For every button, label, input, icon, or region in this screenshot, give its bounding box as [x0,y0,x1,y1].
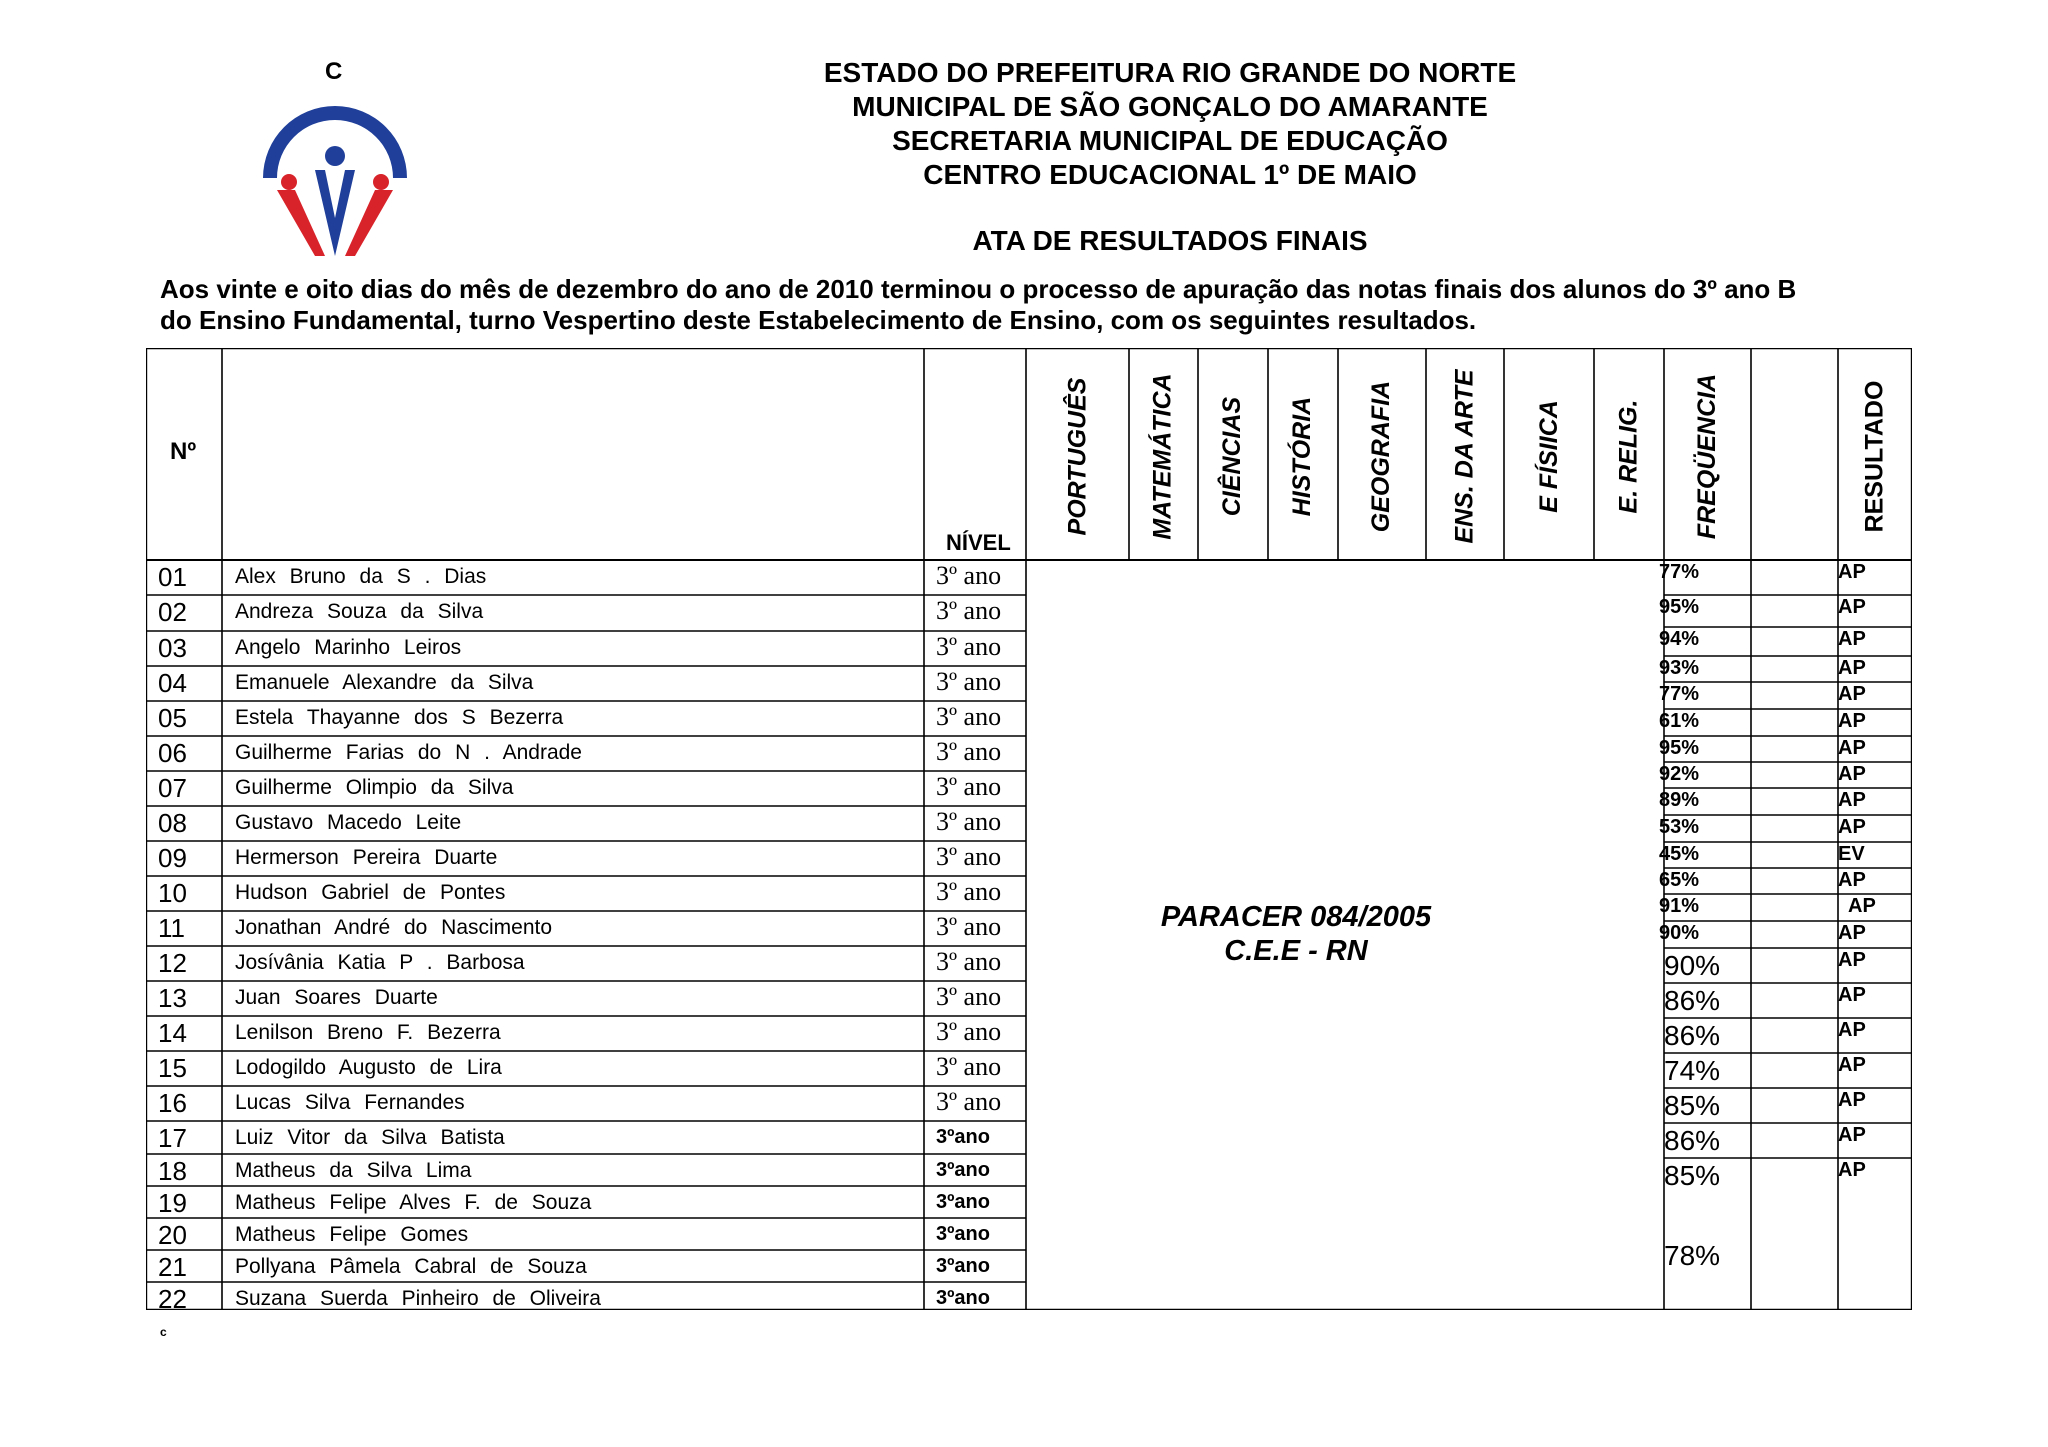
student-frequency: 91% [1659,895,1700,917]
student-result: AP [1838,1054,1866,1076]
student-nivel: 3ºano [936,1255,990,1277]
student-frequency: 95% [1659,596,1700,618]
school-logo [255,98,415,258]
student-nivel: 3º ano [936,667,1002,696]
student-result: AP [1838,763,1866,785]
student-result: AP [1838,922,1866,944]
student-frequency: 92% [1659,763,1700,785]
student-frequency: 94% [1659,628,1700,650]
column-header-no: Nº [170,438,197,465]
student-nivel: 3º ano [936,807,1002,836]
student-frequency: 86% [1664,1125,1721,1156]
header-line: CENTRO EDUCACIONAL 1º DE MAIO [923,159,1417,190]
student-number: 21 [158,1252,187,1282]
student-result: EV [1838,843,1865,865]
student-name: Lodogildo Augusto de Lira [235,1056,502,1079]
header-line: SECRETARIA MUNICIPAL DE EDUCAÇÃO [892,125,1448,156]
student-name: Pollyana Pâmela Cabral de Souza [235,1255,587,1278]
column-header-geografia: GEOGRAFIA [1367,380,1396,532]
student-nivel: 3º ano [936,1052,1002,1081]
student-number: 04 [158,668,187,698]
student-frequency: 86% [1664,985,1721,1016]
student-name: Emanuele Alexandre da Silva [235,671,534,694]
student-nivel: 3ºano [936,1223,990,1245]
student-number: 13 [158,983,187,1013]
student-frequency: 93% [1659,657,1700,679]
student-result: AP [1848,895,1876,917]
student-frequency: 86% [1664,1020,1721,1051]
student-frequency: 85% [1664,1160,1721,1191]
header-line: ESTADO DO PREFEITURA RIO GRANDE DO NORTE [823,57,1517,88]
student-result: AP [1838,1124,1866,1146]
student-result: AP [1838,816,1866,838]
student-frequency: 74% [1664,1055,1721,1086]
student-nivel: 3ºano [936,1159,990,1181]
column-header-resultado: RESULTADO [1860,380,1889,532]
student-number: 19 [158,1188,187,1218]
student-nivel: 3º ano [936,737,1002,766]
student-nivel: 3º ano [936,561,1002,590]
student-nivel: 3ºano [936,1126,990,1148]
student-name: Hudson Gabriel de Pontes [235,881,506,904]
student-result: AP [1838,1089,1866,1111]
student-nivel: 3º ano [936,982,1002,1011]
student-name: Suzana Suerda Pinheiro de Oliveira [235,1287,601,1310]
student-name: Lenilson Breno F. Bezerra [235,1021,501,1044]
student-nivel: 3ºano [936,1191,990,1213]
results-table [146,348,1912,1314]
student-number: 10 [158,878,187,908]
student-nivel: 3º ano [936,632,1002,661]
student-result: AP [1838,628,1866,650]
student-name: Estela Thayanne dos S Bezerra [235,706,564,729]
student-name: Andreza Souza da Silva [235,600,484,623]
student-result: AP [1838,596,1866,618]
frequency-merged-value: 78% [1664,1240,1721,1271]
student-name: Juan Soares Duarte [235,986,438,1009]
student-number: 20 [158,1220,187,1250]
column-header-portugues: PORTUGUÊS [1063,377,1091,535]
student-number: 02 [158,597,187,627]
student-number: 16 [158,1088,187,1118]
student-frequency: 90% [1659,922,1700,944]
student-frequency: 65% [1659,869,1700,891]
intro-line: Aos vinte e oito dias do mês de dezembro do ano de 2010 terminou o processo de apuração das notas finais dos alunos do 3º ano B [160,274,1797,304]
student-result: AP [1838,869,1866,891]
student-number: 12 [158,948,187,978]
parecer-line: C.E.E - RN [1224,935,1368,967]
student-nivel: 3º ano [936,1087,1002,1116]
student-frequency: 95% [1659,737,1700,759]
page-mark-top: C [325,58,343,85]
student-result: AP [1838,949,1866,971]
student-number: 05 [158,703,187,733]
column-header-ciencias: CIÊNCIAS [1218,396,1247,516]
student-number: 08 [158,808,187,838]
student-frequency: 77% [1659,683,1700,705]
student-name: Jonathan André do Nascimento [235,916,553,939]
student-nivel: 3º ano [936,912,1002,941]
column-header-e-fisica: E FÍSIICA [1534,399,1563,513]
student-frequency: 53% [1659,816,1700,838]
student-nivel: 3º ano [936,1017,1002,1046]
student-name: Alex Bruno da S . Dias [235,565,487,588]
column-header-historia: HISTÓRIA [1288,396,1317,516]
student-number: 07 [158,773,187,803]
student-number: 22 [158,1284,187,1314]
parecer-note [1026,900,1566,968]
student-result: AP [1838,683,1866,705]
student-result: AP [1838,657,1866,679]
student-name: Luiz Vitor da Silva Batista [235,1126,505,1149]
student-frequency: 45% [1659,843,1700,865]
student-nivel: 3º ano [936,877,1002,906]
student-result: AP [1838,789,1866,811]
student-frequency: 85% [1664,1090,1721,1121]
student-frequency: 77% [1659,561,1700,583]
student-nivel: 3º ano [936,842,1002,871]
student-result: AP [1838,1159,1866,1181]
page-mark-bottom: c [160,1325,167,1339]
student-number: 06 [158,738,187,768]
column-header-ens-arte: ENS. DA ARTE [1450,368,1479,544]
student-name: Guilherme Farias do N . Andrade [235,741,582,764]
student-number: 18 [158,1156,187,1186]
student-result: AP [1838,737,1866,759]
document-title: ATA DE RESULTADOS FINAIS [972,225,1368,256]
student-nivel: 3º ano [936,702,1002,731]
student-name: Lucas Silva Fernandes [235,1091,465,1114]
student-name: Matheus da Silva Lima [235,1159,472,1182]
document-header [760,56,1580,192]
student-name: Matheus Felipe Gomes [235,1223,469,1246]
student-nivel: 3ºano [936,1287,990,1309]
student-name: Guilherme Olimpio da Silva [235,776,514,799]
student-frequency: 90% [1664,950,1721,981]
column-header-e-relig: E. RELIG. [1614,399,1643,513]
student-number: 09 [158,843,187,873]
column-header-nivel: NÍVEL [946,530,1011,555]
student-name: Matheus Felipe Alves F. de Souza [235,1191,592,1214]
student-number: 15 [158,1053,187,1083]
student-name: Josívânia Katia P . Barbosa [235,951,525,974]
student-result: AP [1838,984,1866,1006]
student-name: Angelo Marinho Leiros [235,636,462,659]
student-nivel: 3º ano [936,947,1002,976]
student-frequency: 89% [1659,789,1700,811]
intro-line: do Ensino Fundamental, turno Vespertino deste Estabelecimento de Ensino, com os seguintes resultados. [160,305,1477,335]
header-line: MUNICIPAL DE SÃO GONÇALO DO AMARANTE [852,91,1488,122]
student-name: Hermerson Pereira Duarte [235,846,498,869]
parecer-line: PARACER 084/2005 [1160,901,1432,933]
column-header-matematica: MATEMÁTICA [1149,372,1177,540]
intro-paragraph [160,274,1910,336]
student-number: 17 [158,1123,187,1153]
student-number: 03 [158,633,187,663]
student-result: AP [1838,561,1866,583]
student-result: AP [1838,710,1866,732]
student-name: Gustavo Macedo Leite [235,811,462,834]
student-nivel: 3º ano [936,596,1002,625]
student-nivel: 3º ano [936,772,1002,801]
column-header-frequencia: FREQÜENCIA [1693,373,1722,539]
student-frequency: 61% [1659,710,1700,732]
student-result: AP [1838,1019,1866,1041]
student-number: 01 [158,562,187,592]
student-number: 11 [158,913,185,943]
student-number: 14 [158,1018,187,1048]
